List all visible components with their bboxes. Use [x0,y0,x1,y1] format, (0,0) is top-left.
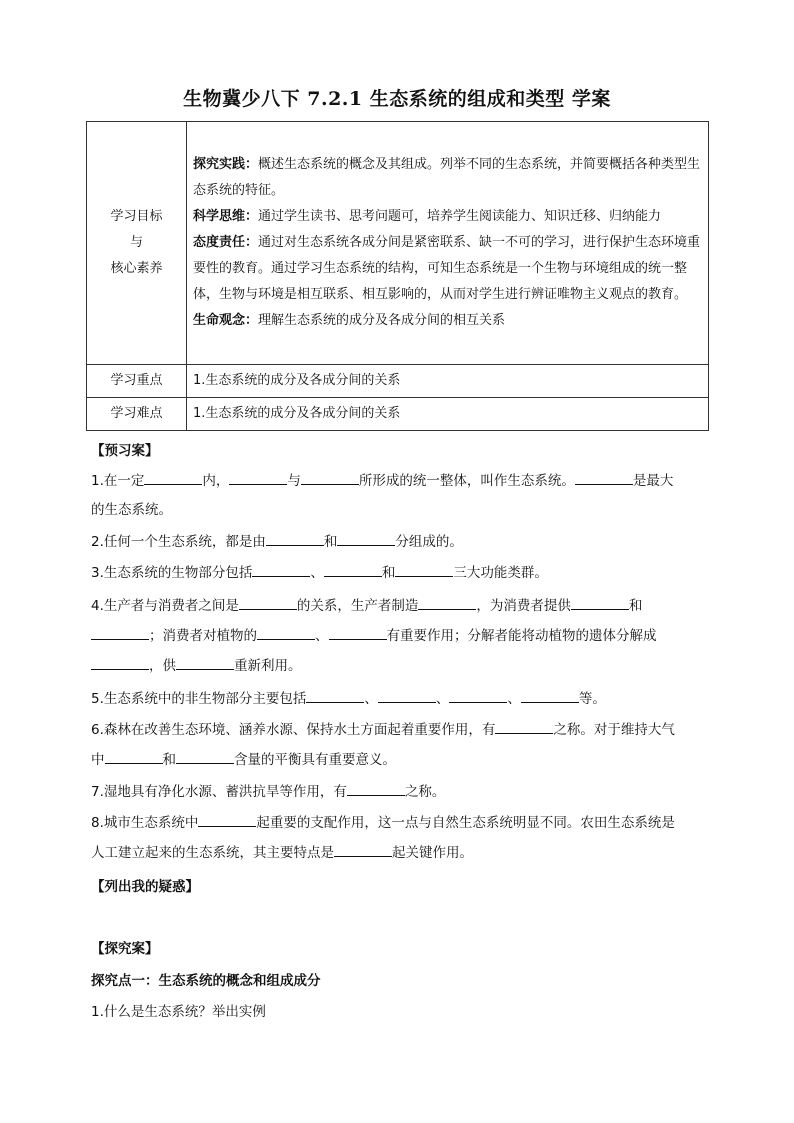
q5-text-a: 5.生态系统中的非生物部分主要包括 [91,691,307,707]
goal-paragraph-thinking [193,204,702,230]
q4-blank-5[interactable] [257,625,315,640]
q4-text-c: ，为消费者提供 [476,598,571,614]
preview-question-6 [91,719,706,769]
key-points-label: 学习重点 [87,365,187,398]
q5-text-e: 等。 [578,691,606,707]
q3-text-d: 三大功能类群。 [453,565,548,581]
goal-text-life: 理解生态系统的成分及各成分间的相互关系 [258,313,506,328]
q6-text-a: 6.森林在改善生态环境、涵养水源、保持水土方面起着重要作用，有 [91,722,496,738]
goal-paragraph-practice [193,152,702,204]
q6-blank-2[interactable] [105,749,163,764]
q4-text-f: 、 [315,628,329,644]
q5-text-d: 、 [507,691,521,707]
table-row-goals [87,122,709,365]
page-title: 生物冀少八下 7.2.1 生态系统的组成和类型 学案 [183,88,611,110]
q4-blank-7[interactable] [91,655,149,670]
preview-question-3 [91,562,706,582]
q6-text-d: 和 [162,752,176,768]
q7-blank-1[interactable] [347,781,405,796]
explore-point-1: 探究点一：生态系统的概念和组成成分 [91,973,321,989]
goal-paragraph-attitude [193,230,702,308]
q4-blank-6[interactable] [329,625,387,640]
q4-text-h: ，供 [149,658,176,674]
q3-blank-2[interactable] [324,562,382,577]
q5-blank-2[interactable] [378,688,436,703]
q3-text-c: 和 [381,565,396,581]
q6-blank-3[interactable] [176,749,234,764]
q4-text-i: 重新利用。 [234,658,302,674]
goal-label-life: 生命观念： [193,313,259,328]
q4-text-g: 有重要作用；分解者能将动植物的遗体分解成 [386,628,657,644]
preview-question-2 [91,531,706,551]
q6-text-e: 含量的平衡具有重要意义。 [234,752,396,768]
goal-label-attitude: 态度责任： [193,235,259,250]
preview-question-4 [91,595,706,675]
q8-text-d: 起关键作用。 [392,845,473,861]
q4-text-a: 4.生产者与消费者之间是 [91,598,239,614]
q4-text-b: 的关系，生产者制造 [296,598,419,614]
q5-text-c: 、 [435,691,450,707]
q8-blank-2[interactable] [334,842,392,857]
q1-text-f: 的生态系统。 [91,502,172,518]
preview-question-5 [91,688,706,708]
preview-question-8 [91,812,706,862]
q4-blank-2[interactable] [418,595,476,610]
key-points-text: 1.生态系统的成分及各成分间的关系 [187,365,709,398]
q2-text-c: 分组成的。 [395,534,463,550]
q4-blank-8[interactable] [176,655,234,670]
goal-label-practice: 探究实践： [193,157,259,172]
q1-text-e: 是最大 [632,473,674,489]
q1-text-a: 1.在一定 [91,473,145,489]
q4-text-e: ；消费者对植物的 [149,628,257,644]
explore-heading: 【探究案】 [91,941,159,957]
doubts-heading: 【列出我的疑惑】 [91,879,199,895]
q2-blank-2[interactable] [337,531,395,546]
q1-blank-4[interactable] [575,470,633,485]
q1-text-d: 所形成的统一整体，叫作生态系统。 [358,473,575,489]
preview-heading: 【预习案】 [91,443,159,459]
q5-blank-4[interactable] [521,688,579,703]
q2-text-a: 2.任何一个生态系统，都是由 [91,534,266,550]
learning-goals-table [86,121,709,431]
q7-text-a: 7.湿地具有净化水源、蓄洪抗旱等作用，有 [91,784,347,800]
q4-blank-3[interactable] [571,595,629,610]
preview-question-1 [91,470,706,520]
table-row-key-points [87,365,709,398]
q3-text-a: 3.生态系统的生物部分包括 [91,565,253,581]
q6-blank-1[interactable] [495,719,553,734]
q5-blank-1[interactable] [306,688,364,703]
goal-text-practice: 概述生态系统的概念及其组成。列举不同的生态系统，并简要概括各种类型生态系统的特征。 [193,157,701,198]
difficulties-text: 1.生态系统的成分及各成分间的关系 [187,398,709,431]
goal-paragraph-life [193,308,702,334]
q3-blank-3[interactable] [395,562,453,577]
goals-label-cell [87,122,187,365]
goals-content-cell [187,122,709,365]
q3-blank-1[interactable] [252,562,310,577]
q8-text-b: 起重要的支配作用，这一点与自然生态系统明显不同。农田生态系统是 [256,815,675,831]
q8-text-c: 人工建立起来的生态系统，其主要特点是 [91,845,334,861]
q4-blank-1[interactable] [239,595,297,610]
goals-label-line2: 与 [129,235,143,250]
q6-text-c: 中 [91,752,105,768]
q1-text-b: 内， [202,473,230,489]
q4-text-d: 和 [628,598,643,614]
q5-blank-3[interactable] [449,688,507,703]
q2-blank-1[interactable] [266,531,324,546]
q1-blank-2[interactable] [229,470,287,485]
q2-text-b: 和 [323,534,338,550]
goals-label-line1: 学习目标 [110,209,163,224]
goal-label-thinking: 科学思维： [193,209,259,224]
q3-text-b: 、 [310,565,324,581]
q4-blank-4[interactable] [91,625,149,640]
goals-label-line3: 核心素养 [110,261,163,276]
preview-question-7 [91,781,706,801]
table-row-difficulties [87,398,709,431]
q1-text-c: 与 [287,473,301,489]
q8-blank-1[interactable] [198,812,256,827]
explore-question-1: 1.什么是生态系统？举出实例 [91,1004,266,1020]
q1-blank-1[interactable] [144,470,202,485]
q5-text-b: 、 [364,691,378,707]
q6-text-b: 之称。对于维持大气 [553,722,675,738]
goal-text-attitude: 通过对生态系统各成分间是紧密联系、缺一不可的学习，进行保护生态环境重要性的教育。通过学习生态系统的结构，可知生态系统是一个生物与环境组成的统一整体，生物与环境是相互联系、相互影响的，从而对学生进行辨证唯物主义观点的教育。 [193,235,701,302]
goal-text-thinking: 通过学生读书、思考问题可，培养学生阅读能力、知识迁移、归纳能力 [258,209,662,224]
q7-text-b: 之称。 [404,784,446,800]
difficulties-label: 学习难点 [87,398,187,431]
q1-blank-3[interactable] [301,470,359,485]
q8-text-a: 8.城市生态系统中 [91,815,199,831]
